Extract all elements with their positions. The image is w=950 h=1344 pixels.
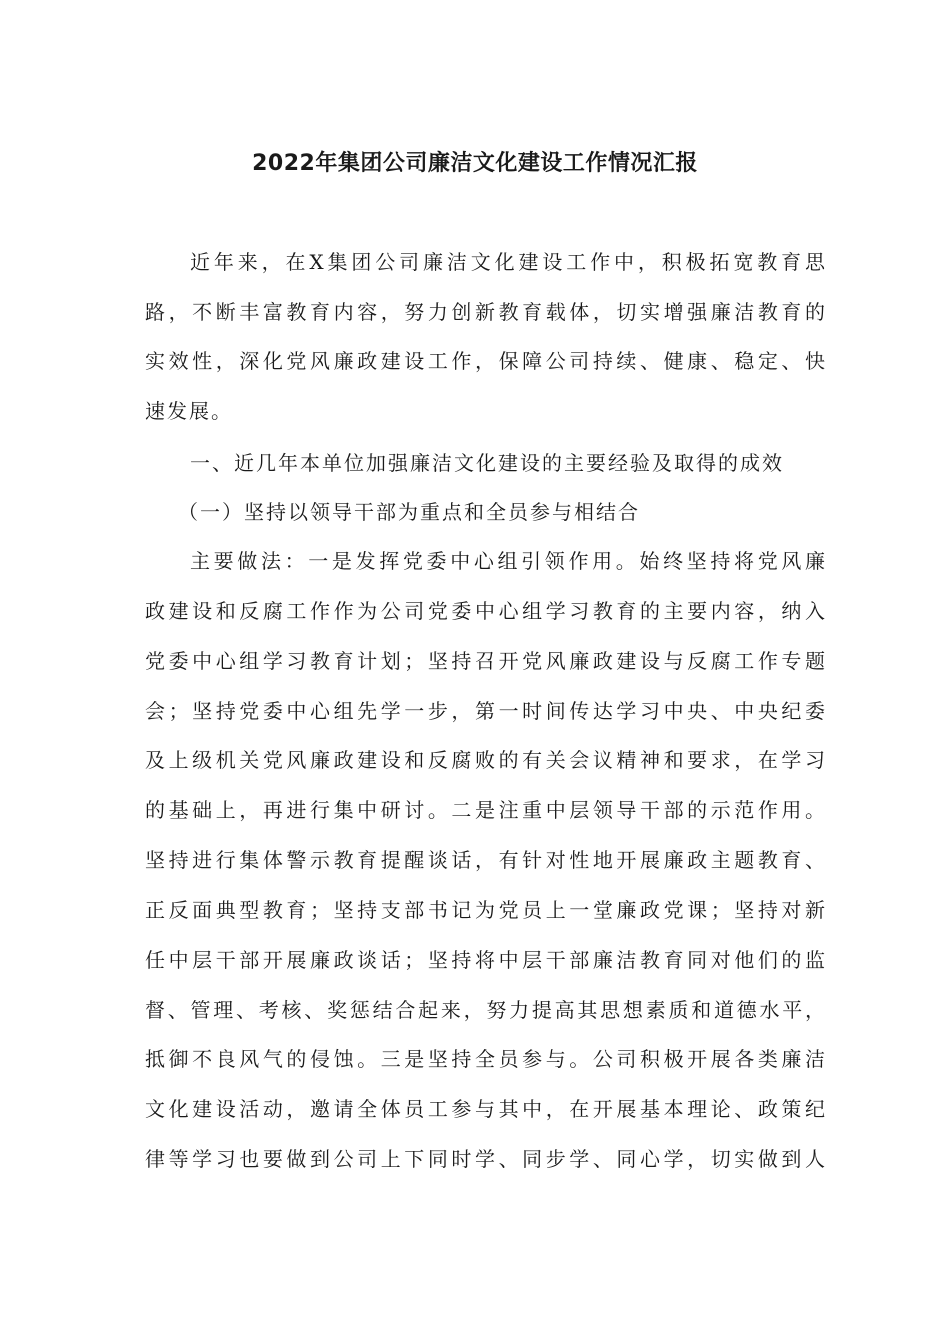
document-title: 2022年集团公司廉洁文化建设工作情况汇报: [252, 151, 698, 176]
paragraph-line: 督、管理、考核、奖惩结合起来，努力提高其思想素质和道德水平，: [145, 998, 825, 1022]
subsection-heading: （一）坚持以领导干部为重点和全员参与相结合: [178, 500, 640, 524]
paragraph-line: 任中层干部开展廉政谈话；坚持将中层干部廉洁教育同对他们的监: [145, 948, 825, 972]
paragraph-line: 正反面典型教育；坚持支部书记为党员上一堂廉政党课；坚持对新: [145, 898, 825, 922]
paragraph-line: 及上级机关党风廉政建设和反腐败的有关会议精神和要求，在学习: [145, 748, 825, 772]
section-heading: 一、近几年本单位加强廉洁文化建设的主要经验及取得的成效: [190, 451, 784, 475]
paragraph-line: 抵御不良风气的侵蚀。三是坚持全员参与。公司积极开展各类廉洁: [145, 1047, 825, 1071]
paragraph-line: 主要做法：一是发挥党委中心组引领作用。始终坚持将党风廉: [190, 549, 825, 573]
paragraph-line: 近年来，在X集团公司廉洁文化建设工作中，积极拓宽教育思: [190, 250, 825, 274]
paragraph-line: 文化建设活动，邀请全体员工参与其中，在开展基本理论、政策纪: [145, 1097, 825, 1121]
paragraph-line: 律等学习也要做到公司上下同时学、同步学、同心学，切实做到人: [145, 1147, 825, 1171]
paragraph-line: 党委中心组学习教育计划；坚持召开党风廉政建设与反腐工作专题: [145, 649, 825, 673]
paragraph-line: 会；坚持党委中心组先学一步，第一时间传达学习中央、中央纪委: [145, 699, 825, 723]
paragraph-line: 速发展。: [145, 399, 233, 423]
paragraph-line: 实效性，深化党风廉政建设工作，保障公司持续、健康、稳定、快: [145, 349, 825, 373]
paragraph-line: 的基础上，再进行集中研讨。二是注重中层领导干部的示范作用。: [145, 798, 825, 822]
paragraph-line: 政建设和反腐工作作为公司党委中心组学习教育的主要内容，纳入: [145, 599, 825, 623]
paragraph-line: 坚持进行集体警示教育提醒谈话，有针对性地开展廉政主题教育、: [145, 848, 825, 872]
paragraph-line: 路，不断丰富教育内容，努力创新教育载体，切实增强廉洁教育的: [145, 300, 825, 324]
